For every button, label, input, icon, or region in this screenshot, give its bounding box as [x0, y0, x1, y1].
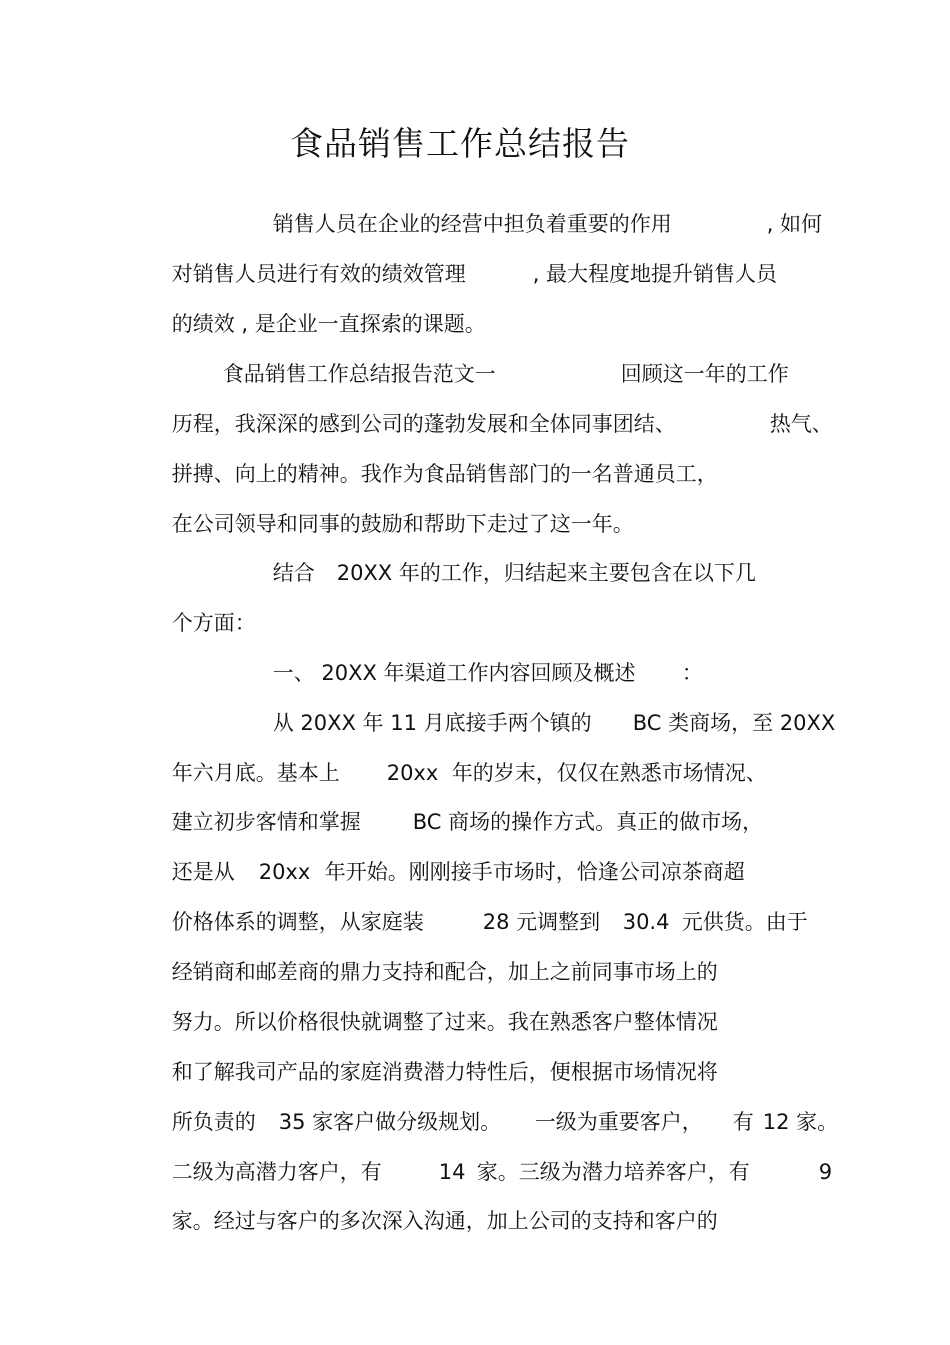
text-segment: 20xx	[258, 860, 311, 884]
text-segment: 30.4	[622, 910, 670, 934]
text-segment: ：	[681, 661, 703, 685]
document-title: 食品销售工作总结报告	[290, 124, 630, 163]
body-line	[145, 1024, 718, 1084]
text-segment: 拼搏、向上的精神。我作为食品销售部门的一名普通员工，	[171, 462, 718, 486]
body-line	[145, 774, 361, 834]
text-segment: 20XX 年的工作，归结起来主要包含在以下几	[336, 561, 756, 585]
text-segment: 和了解我司产品的家庭消费潜力特性后，便根据市场情况将	[171, 1060, 718, 1084]
body-line	[145, 226, 466, 286]
body-line	[386, 774, 764, 834]
text-segment: 20xx	[386, 761, 439, 785]
body-line	[736, 1074, 839, 1134]
body-line	[792, 1124, 833, 1184]
body-line	[145, 1124, 382, 1184]
body-line	[145, 874, 424, 934]
text-segment: 结合	[272, 561, 315, 585]
body-line	[145, 924, 718, 984]
body-line	[506, 226, 778, 286]
text-segment: 还是从	[171, 860, 235, 884]
text-segment: 努力。所以价格很快就调整了过来。我在熟悉客户整体情况	[171, 1010, 718, 1034]
text-segment: 元供货。由于	[681, 910, 808, 934]
text-segment: 年六月底。基本上	[171, 761, 340, 785]
body-line	[246, 176, 672, 236]
body-line	[145, 824, 235, 884]
body-line	[145, 1173, 718, 1233]
text-segment: 14	[438, 1160, 466, 1184]
body-line	[145, 376, 676, 436]
body-line	[145, 575, 256, 635]
body-line	[743, 376, 833, 436]
body-line	[246, 675, 592, 735]
text-segment: 历程，我深深的感到公司的蓬勃发展和全体同事团结、	[171, 412, 676, 436]
text-segment: 12 家。	[762, 1110, 839, 1134]
text-segment: 一级为重要客户，	[534, 1110, 703, 1134]
body-line	[145, 476, 634, 536]
body-line	[508, 1074, 703, 1134]
text-segment: 年开始。刚刚接手市场时，恰逢公司凉茶商超	[324, 860, 745, 884]
body-line	[740, 176, 823, 236]
text-segment: 回顾这一年的工作	[620, 362, 789, 386]
text-segment: BC 类商场，至 20XX	[632, 711, 836, 735]
text-segment: 35 家客户做分级规划。	[278, 1110, 502, 1134]
text-segment: 从 20XX 年 11 月底接手两个镇的	[272, 711, 592, 735]
body-line	[456, 874, 601, 934]
body-line	[655, 874, 808, 934]
body-line	[246, 525, 315, 585]
body-line	[606, 675, 836, 735]
text-segment: 价格体系的调整，从家庭装	[171, 910, 424, 934]
section-heading	[246, 625, 636, 685]
body-line	[425, 725, 767, 785]
section-heading	[655, 625, 703, 685]
text-segment: 有	[732, 1110, 754, 1134]
body-line	[298, 824, 745, 884]
text-segment: 的绩效 , 是企业一直探索的课题。	[171, 312, 486, 336]
text-segment: 家。经过与客户的多次深入沟通，加上公司的支持和客户的	[171, 1209, 718, 1233]
text-segment: 经销商和邮差商的鼎力支持和配合，加上之前同事市场上的	[171, 960, 718, 984]
text-segment: 年的岁末，仅仅在熟悉市场情况、	[451, 761, 767, 785]
text-segment: 食品销售工作总结报告范文一	[222, 362, 496, 386]
text-segment: 所负责的	[171, 1110, 256, 1134]
body-line	[310, 525, 756, 585]
text-segment: , 最大程度地提升销售人员	[532, 262, 778, 286]
text-segment: 家。三级为潜力培养客户，有	[476, 1160, 750, 1184]
text-segment: 建立初步客情和掌握	[171, 810, 361, 834]
text-segment: 在公司领导和同事的鼓励和帮助下走过了这一年。	[171, 512, 634, 536]
text-segment: 个方面：	[171, 611, 256, 635]
body-line	[145, 974, 718, 1034]
body-line	[145, 276, 486, 336]
text-segment: 销售人员在企业的经营中担负着重要的作用	[272, 212, 672, 236]
text-segment: 二级为高潜力客户，有	[171, 1160, 382, 1184]
text-segment: 9	[818, 1160, 833, 1184]
text-segment: 对销售人员进行有效的绩效管理	[171, 262, 466, 286]
text-segment: BC 商场的操作方式。真正的做市场，	[412, 810, 764, 834]
body-line	[145, 426, 718, 486]
body-line	[594, 326, 789, 386]
body-line	[145, 1074, 256, 1134]
body-line	[252, 1074, 502, 1134]
text-segment: 28 元调整到	[482, 910, 601, 934]
text-segment: , 如何	[766, 212, 823, 236]
body-line	[196, 326, 496, 386]
text-segment: 热气、	[769, 412, 833, 436]
text-segment: 一、 20XX 年渠道工作内容回顾及概述	[272, 661, 636, 685]
body-line	[145, 725, 340, 785]
